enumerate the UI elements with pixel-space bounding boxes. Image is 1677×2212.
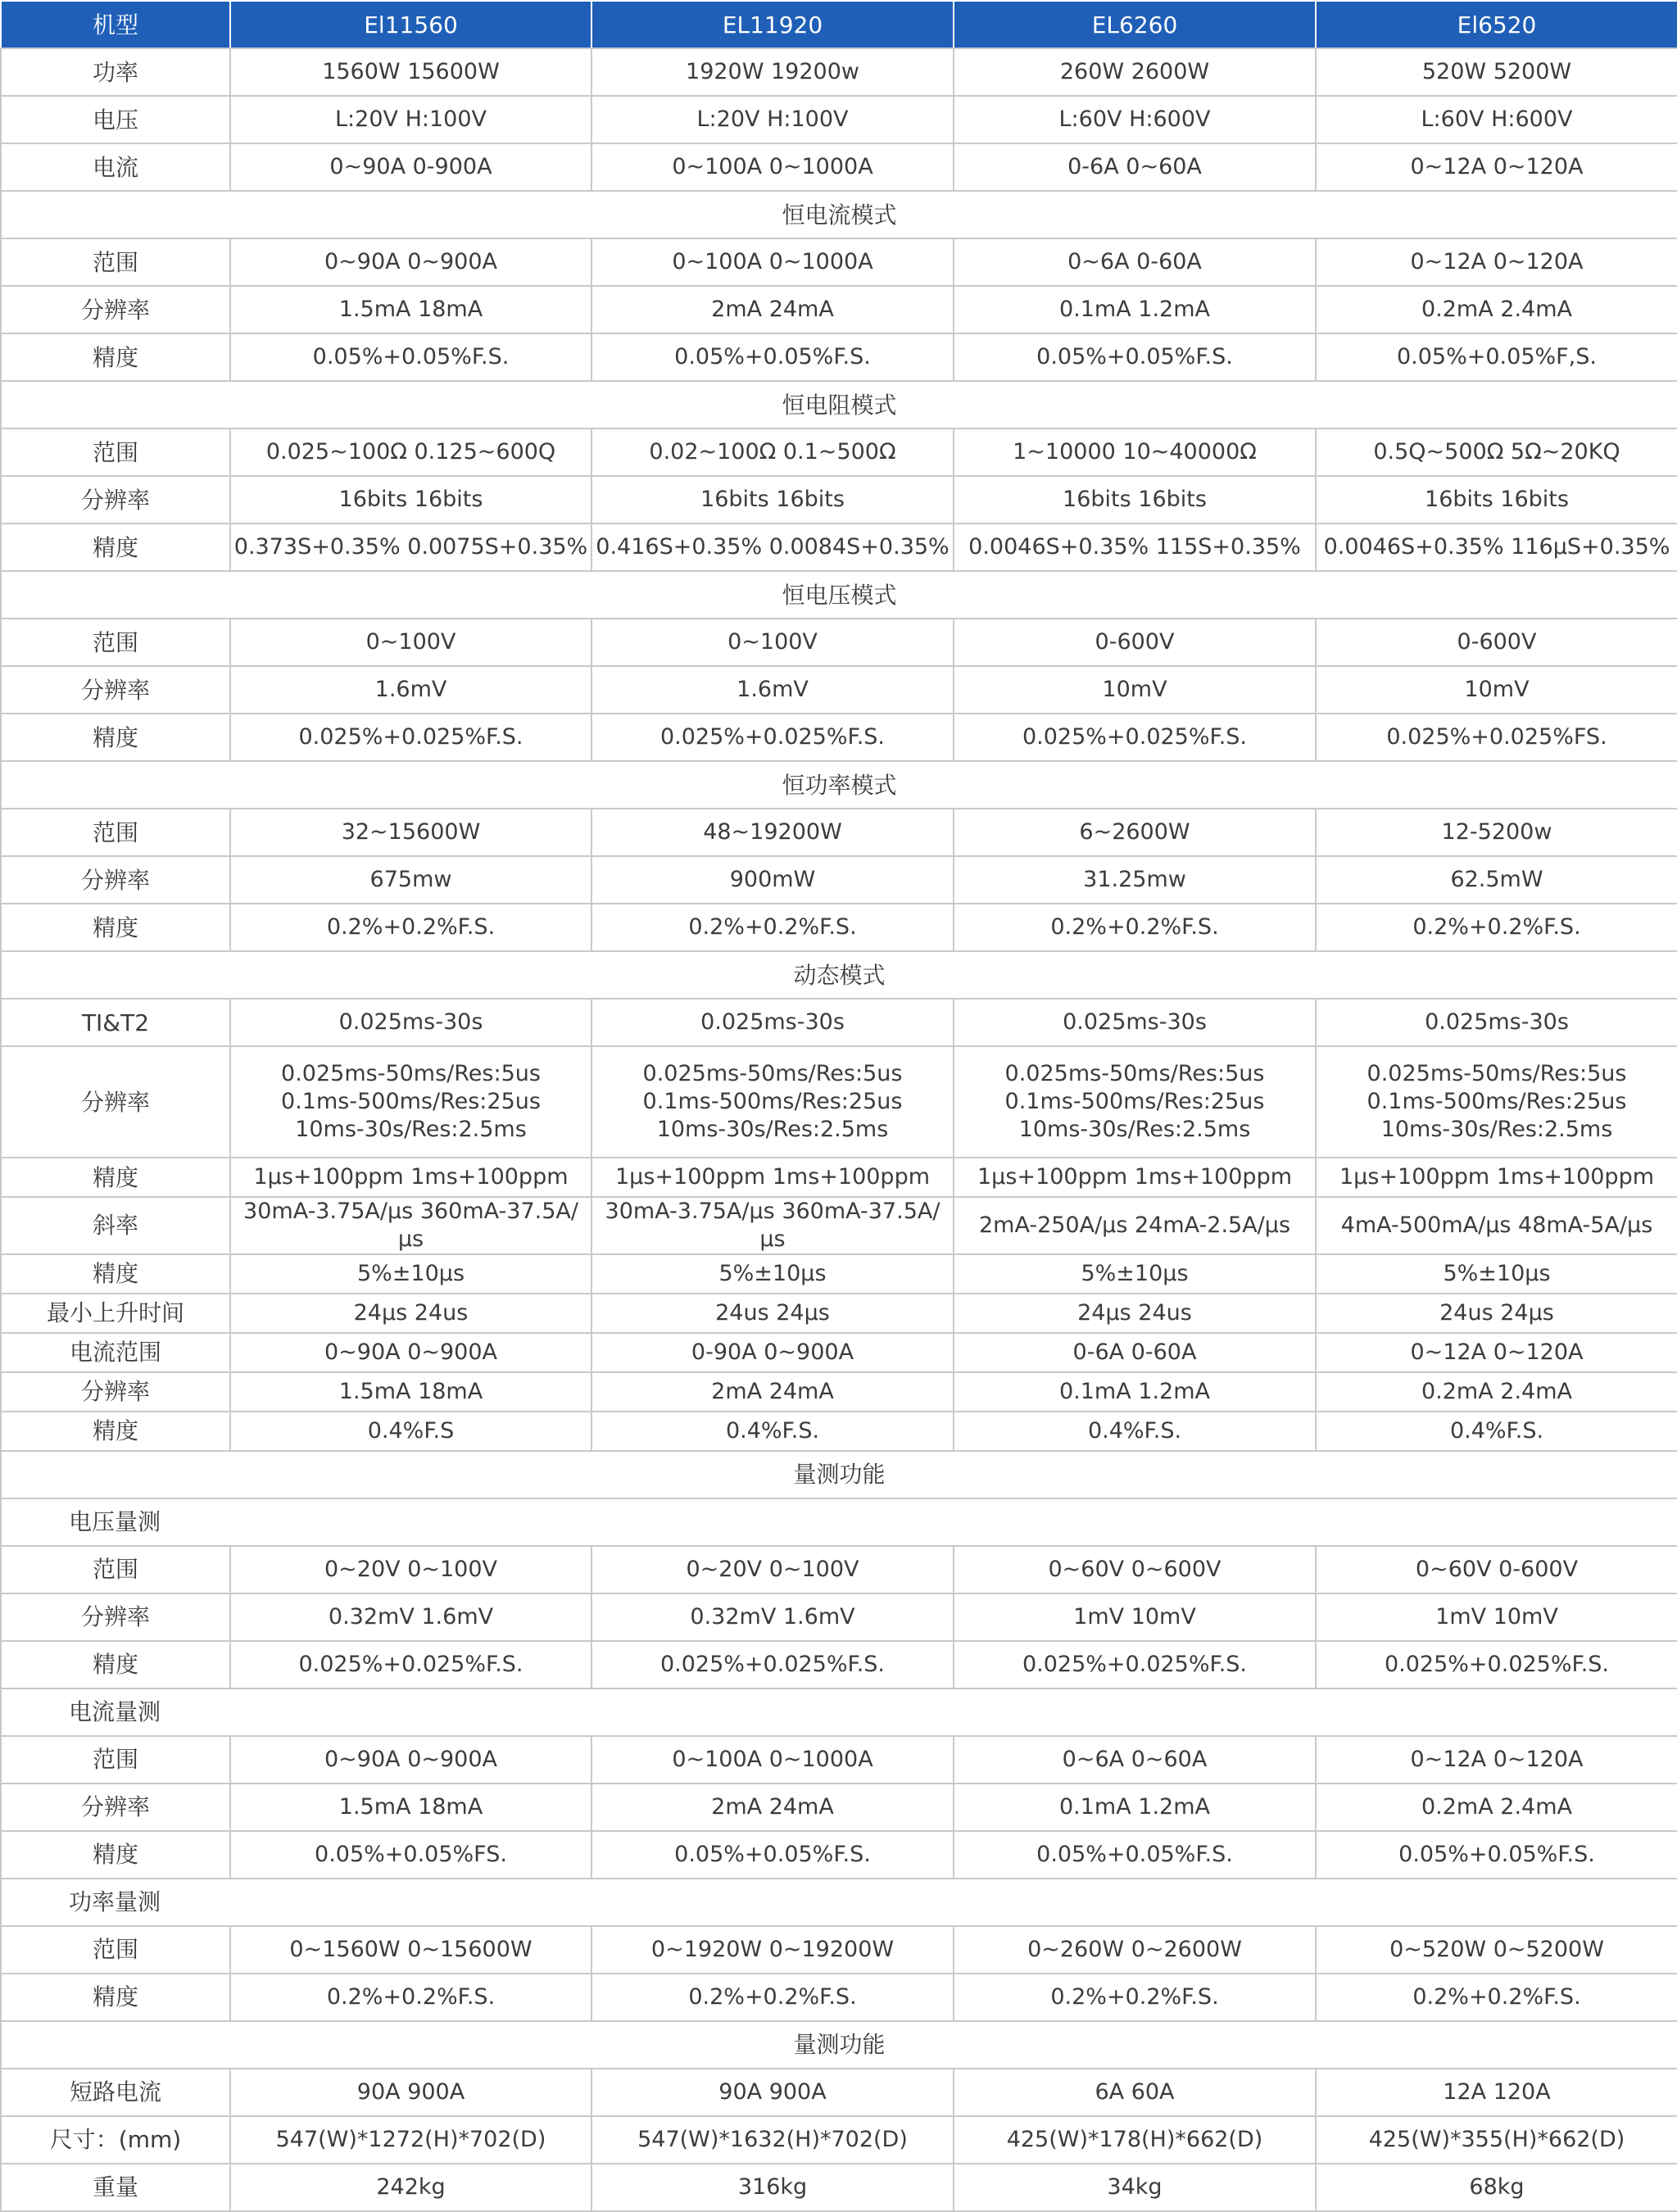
table-row xyxy=(1,333,1677,381)
section-header-row xyxy=(1,2021,1677,2069)
header-cell-el6260: EL6260 xyxy=(954,1,1316,48)
table-row xyxy=(1,143,1677,191)
table-cell: 0~12A 0~120A xyxy=(1316,1736,1677,1784)
header-cell-el11920: EL11920 xyxy=(591,1,954,48)
section-title: 量测功能 xyxy=(1,2021,1677,2069)
row-label: 分辨率 xyxy=(1,666,230,714)
table-cell: 0.025%+0.025%F.S. xyxy=(230,714,591,761)
table-cell: 12-5200w xyxy=(1316,809,1677,856)
table-cell: 1.5mA 18mA xyxy=(230,1372,591,1412)
spec-body xyxy=(1,48,1677,2211)
table-cell: 0-600V xyxy=(1316,619,1677,666)
section-header-row xyxy=(1,761,1677,809)
table-cell: 16bits 16bits xyxy=(591,476,954,524)
table-cell: 1.5mA 18mA xyxy=(230,286,591,333)
row-label: 精度 xyxy=(1,904,230,951)
table-cell: 1μs+100ppm 1ms+100ppm xyxy=(230,1158,591,1197)
table-cell: 0.1mA 1.2mA xyxy=(954,1784,1316,1831)
table-cell: 0~100V xyxy=(591,619,954,666)
table-cell: 0~20V 0~100V xyxy=(591,1546,954,1593)
table-row xyxy=(1,999,1677,1046)
table-row xyxy=(1,428,1677,476)
table-row xyxy=(1,1926,1677,1974)
table-cell: 5%±10μs xyxy=(591,1254,954,1294)
row-label: 分辨率 xyxy=(1,1593,230,1641)
section-header-row xyxy=(1,381,1677,428)
table-cell: 0.2%+0.2%F.S. xyxy=(230,1974,591,2021)
table-row xyxy=(1,1546,1677,1593)
table-cell: 0~1920W 0~19200W xyxy=(591,1926,954,1974)
table-cell: 2mA 24mA xyxy=(591,286,954,333)
table-cell: 0.025ms-30s xyxy=(591,999,954,1046)
table-row xyxy=(1,1831,1677,1879)
section-title: 恒电阻模式 xyxy=(1,381,1677,428)
section-header-row xyxy=(1,571,1677,619)
row-label: 重量 xyxy=(1,2164,230,2211)
table-cell: 2mA-250A/μs 24mA-2.5A/μs xyxy=(954,1197,1316,1254)
table-cell: 0.2%+0.2%F.S. xyxy=(954,1974,1316,2021)
section-title: 恒功率模式 xyxy=(1,761,1677,809)
row-label: 分辨率 xyxy=(1,1784,230,1831)
row-label: 电流 xyxy=(1,143,230,191)
row-label: 范围 xyxy=(1,1736,230,1784)
table-cell: 0.2%+0.2%F.S. xyxy=(230,904,591,951)
table-cell: 0~100A 0~1000A xyxy=(591,143,954,191)
table-cell: 1.6mV xyxy=(230,666,591,714)
table-cell: 0~20V 0~100V xyxy=(230,1546,591,1593)
table-cell: 34kg xyxy=(954,2164,1316,2211)
header-cell-el6520: El6520 xyxy=(1316,1,1677,48)
table-cell: 0.025%+0.025%F.S. xyxy=(954,714,1316,761)
table-cell: 425(W)*178(H)*662(D) xyxy=(954,2116,1316,2164)
table-row xyxy=(1,1158,1677,1197)
table-cell: 1μs+100ppm 1ms+100ppm xyxy=(591,1158,954,1197)
table-row xyxy=(1,1974,1677,2021)
table-cell: 0-6A 0-60A xyxy=(954,1333,1316,1372)
section-title: 恒电流模式 xyxy=(1,191,1677,238)
table-cell: 0.416S+0.35% 0.0084S+0.35% xyxy=(591,524,954,571)
row-label: 短路电流 xyxy=(1,2069,230,2116)
table-cell: 2mA 24mA xyxy=(591,1372,954,1412)
table-row xyxy=(1,286,1677,333)
table-cell: 0~520W 0~5200W xyxy=(1316,1926,1677,1974)
row-label: 精度 xyxy=(1,1974,230,2021)
table-cell: L:60V H:600V xyxy=(954,96,1316,143)
table-row xyxy=(1,2069,1677,2116)
table-cell: 5%±10μs xyxy=(954,1254,1316,1294)
table-row xyxy=(1,524,1677,571)
table-cell: 16bits 16bits xyxy=(230,476,591,524)
table-cell: 5%±10μs xyxy=(1316,1254,1677,1294)
table-cell: 0.4%F.S. xyxy=(954,1412,1316,1451)
table-row xyxy=(1,2164,1677,2211)
table-cell: 0.1mA 1.2mA xyxy=(954,286,1316,333)
table-cell: 62.5mW xyxy=(1316,856,1677,904)
table-cell: 30mA-3.75A/μs 360mA-37.5A/μs xyxy=(591,1197,954,1254)
table-row xyxy=(1,904,1677,951)
row-label: 范围 xyxy=(1,809,230,856)
row-label: 分辨率 xyxy=(1,286,230,333)
table-cell: 0.4%F.S. xyxy=(1316,1412,1677,1451)
row-label: 精度 xyxy=(1,1254,230,1294)
section-title: 量测功能 xyxy=(1,1451,1677,1498)
table-cell: 16bits 16bits xyxy=(954,476,1316,524)
table-cell: 1mV 10mV xyxy=(1316,1593,1677,1641)
row-label: 精度 xyxy=(1,333,230,381)
table-cell: 0.025ms-50ms/Res:5us 0.1ms-500ms/Res:25us 10ms-30s/Res:2.5ms xyxy=(954,1046,1316,1158)
table-cell: 0.2mA 2.4mA xyxy=(1316,286,1677,333)
table-cell: 10mV xyxy=(1316,666,1677,714)
sub-section-row xyxy=(1,1688,1677,1736)
table-row xyxy=(1,1593,1677,1641)
table-cell: 24us 24μs xyxy=(1316,1294,1677,1333)
header-cell-model: 机型 xyxy=(1,1,230,48)
table-cell: 0~100A 0~1000A xyxy=(591,1736,954,1784)
table-cell: 0.025%+0.025%F.S. xyxy=(1316,1641,1677,1688)
row-label: 分辨率 xyxy=(1,476,230,524)
table-cell: 425(W)*355(H)*662(D) xyxy=(1316,2116,1677,2164)
table-cell: 0.025ms-30s xyxy=(230,999,591,1046)
table-cell: 260W 2600W xyxy=(954,48,1316,96)
row-label: 范围 xyxy=(1,428,230,476)
table-cell: 0.025ms-50ms/Res:5us 0.1ms-500ms/Res:25us 10ms-30s/Res:2.5ms xyxy=(591,1046,954,1158)
table-cell: 547(W)*1272(H)*702(D) xyxy=(230,2116,591,2164)
row-label: 精度 xyxy=(1,1641,230,1688)
table-row xyxy=(1,1736,1677,1784)
table-row xyxy=(1,619,1677,666)
table-row xyxy=(1,809,1677,856)
section-header-row xyxy=(1,951,1677,999)
table-cell: 0.0046S+0.35% 115S+0.35% xyxy=(954,524,1316,571)
table-cell: 6~2600W xyxy=(954,809,1316,856)
row-label: 分辨率 xyxy=(1,1372,230,1412)
sub-section-title: 电流量测 xyxy=(1,1688,1677,1736)
table-cell: 0~260W 0~2600W xyxy=(954,1926,1316,1974)
table-cell: 1560W 15600W xyxy=(230,48,591,96)
table-cell: 0~90A 0~900A xyxy=(230,1333,591,1372)
table-cell: 0.05%+0.05%F,S. xyxy=(1316,333,1677,381)
table-cell: 32~15600W xyxy=(230,809,591,856)
table-row xyxy=(1,1333,1677,1372)
table-cell: 0~1560W 0~15600W xyxy=(230,1926,591,1974)
table-cell: 242kg xyxy=(230,2164,591,2211)
table-cell: 68kg xyxy=(1316,2164,1677,2211)
table-cell: 10mV xyxy=(954,666,1316,714)
table-cell: 0.025%+0.025%F.S. xyxy=(591,714,954,761)
table-cell: 0.2mA 2.4mA xyxy=(1316,1372,1677,1412)
row-label: 精度 xyxy=(1,714,230,761)
table-cell: 0.05%+0.05%FS. xyxy=(230,1831,591,1879)
table-row xyxy=(1,856,1677,904)
section-header-row xyxy=(1,1451,1677,1498)
table-cell: 1.6mV xyxy=(591,666,954,714)
table-cell: 0.32mV 1.6mV xyxy=(230,1593,591,1641)
table-cell: 1920W 19200w xyxy=(591,48,954,96)
table-cell: 0~60V 0-600V xyxy=(1316,1546,1677,1593)
table-cell: 24μs 24us xyxy=(954,1294,1316,1333)
table-cell: 12A 120A xyxy=(1316,2069,1677,2116)
table-cell: 0~12A 0~120A xyxy=(1316,1333,1677,1372)
table-row xyxy=(1,1641,1677,1688)
table-row xyxy=(1,1784,1677,1831)
table-cell: 0.025ms-30s xyxy=(1316,999,1677,1046)
table-row xyxy=(1,48,1677,96)
table-cell: 0~60V 0~600V xyxy=(954,1546,1316,1593)
table-cell: 520W 5200W xyxy=(1316,48,1677,96)
section-header-row xyxy=(1,191,1677,238)
table-cell: 0-6A 0~60A xyxy=(954,143,1316,191)
table-cell: 0.2%+0.2%F.S. xyxy=(1316,904,1677,951)
table-cell: 6A 60A xyxy=(954,2069,1316,2116)
table-cell: 16bits 16bits xyxy=(1316,476,1677,524)
table-cell: 2mA 24mA xyxy=(591,1784,954,1831)
table-cell: 0~6A 0-60A xyxy=(954,238,1316,286)
table-cell: 900mW xyxy=(591,856,954,904)
header-cell-el11560: El11560 xyxy=(230,1,591,48)
table-row xyxy=(1,238,1677,286)
table-cell: 0.4%F.S xyxy=(230,1412,591,1451)
table-row xyxy=(1,1254,1677,1294)
sub-section-row xyxy=(1,1498,1677,1546)
table-cell: 0.05%+0.05%F.S. xyxy=(954,1831,1316,1879)
row-label: 范围 xyxy=(1,619,230,666)
table-cell: 0.05%+0.05%F.S. xyxy=(230,333,591,381)
table-row xyxy=(1,476,1677,524)
table-cell: 0.025ms-50ms/Res:5us 0.1ms-500ms/Res:25us 10ms-30s/Res:2.5ms xyxy=(1316,1046,1677,1158)
table-cell: 0-600V xyxy=(954,619,1316,666)
section-title: 恒电压模式 xyxy=(1,571,1677,619)
row-label: 斜率 xyxy=(1,1197,230,1254)
section-title: 动态模式 xyxy=(1,951,1677,999)
table-row xyxy=(1,2116,1677,2164)
table-cell: 0.2mA 2.4mA xyxy=(1316,1784,1677,1831)
row-label: 范围 xyxy=(1,238,230,286)
table-cell: 5%±10μs xyxy=(230,1254,591,1294)
table-row xyxy=(1,1197,1677,1254)
table-row xyxy=(1,1294,1677,1333)
table-row xyxy=(1,1412,1677,1451)
sub-section-title: 电压量测 xyxy=(1,1498,1677,1546)
table-cell: 90A 900A xyxy=(230,2069,591,2116)
table-cell: 1μs+100ppm 1ms+100ppm xyxy=(1316,1158,1677,1197)
table-row xyxy=(1,96,1677,143)
table-cell: 0-90A 0~900A xyxy=(591,1333,954,1372)
table-cell: 0.05%+0.05%F.S. xyxy=(1316,1831,1677,1879)
table-row xyxy=(1,1372,1677,1412)
table-cell: 316kg xyxy=(591,2164,954,2211)
table-cell: 0.025ms-50ms/Res:5us 0.1ms-500ms/Res:25us 10ms-30s/Res:2.5ms xyxy=(230,1046,591,1158)
table-cell: 0.025%+0.025%F.S. xyxy=(954,1641,1316,1688)
table-cell: 0.025%+0.025%F.S. xyxy=(591,1641,954,1688)
sub-section-row xyxy=(1,1879,1677,1926)
row-label: 精度 xyxy=(1,1158,230,1197)
table-cell: 90A 900A xyxy=(591,2069,954,2116)
table-row xyxy=(1,1046,1677,1158)
row-label: 电压 xyxy=(1,96,230,143)
table-cell: L:20V H:100V xyxy=(591,96,954,143)
table-cell: 0~90A 0~900A xyxy=(230,238,591,286)
table-cell: 30mA-3.75A/μs 360mA-37.5A/μs xyxy=(230,1197,591,1254)
table-cell: 0.1mA 1.2mA xyxy=(954,1372,1316,1412)
table-cell: 1~10000 10~40000Ω xyxy=(954,428,1316,476)
table-cell: 0.32mV 1.6mV xyxy=(591,1593,954,1641)
table-cell: L:60V H:600V xyxy=(1316,96,1677,143)
row-label: 分辨率 xyxy=(1,1046,230,1158)
row-label: 功率 xyxy=(1,48,230,96)
row-label: 尺寸：(mm) xyxy=(1,2116,230,2164)
table-cell: 0~6A 0~60A xyxy=(954,1736,1316,1784)
table-cell: 1μs+100ppm 1ms+100ppm xyxy=(954,1158,1316,1197)
table-cell: 0.2%+0.2%F.S. xyxy=(591,1974,954,2021)
row-label: 分辨率 xyxy=(1,856,230,904)
table-cell: 547(W)*1632(H)*702(D) xyxy=(591,2116,954,2164)
table-cell: 0.05%+0.05%F.S. xyxy=(954,333,1316,381)
table-row xyxy=(1,666,1677,714)
row-label: 精度 xyxy=(1,524,230,571)
table-cell: 0~90A 0-900A xyxy=(230,143,591,191)
row-label: 精度 xyxy=(1,1831,230,1879)
row-label: 精度 xyxy=(1,1412,230,1451)
table-cell: 0.025%+0.025%FS. xyxy=(1316,714,1677,761)
table-cell: L:20V H:100V xyxy=(230,96,591,143)
table-cell: 0~12A 0~120A xyxy=(1316,143,1677,191)
row-label: 电流范围 xyxy=(1,1333,230,1372)
table-cell: 0~100A 0~1000A xyxy=(591,238,954,286)
table-cell: 0.025%+0.025%F.S. xyxy=(230,1641,591,1688)
row-label: 范围 xyxy=(1,1546,230,1593)
table-cell: 24us 24μs xyxy=(591,1294,954,1333)
table-cell: 0.025~100Ω 0.125~600Q xyxy=(230,428,591,476)
table-row xyxy=(1,714,1677,761)
table-cell: 1.5mA 18mA xyxy=(230,1784,591,1831)
table-cell: 48~19200W xyxy=(591,809,954,856)
table-cell: 4mA-500mA/μs 48mA-5A/μs xyxy=(1316,1197,1677,1254)
row-label: 最小上升时间 xyxy=(1,1294,230,1333)
table-cell: 0.4%F.S. xyxy=(591,1412,954,1451)
table-cell: 0.02~100Ω 0.1~500Ω xyxy=(591,428,954,476)
table-cell: 0.0046S+0.35% 116μS+0.35% xyxy=(1316,524,1677,571)
table-cell: 0.373S+0.35% 0.0075S+0.35% xyxy=(230,524,591,571)
table-cell: 0.2%+0.2%F.S. xyxy=(591,904,954,951)
table-cell: 1mV 10mV xyxy=(954,1593,1316,1641)
row-label: 范围 xyxy=(1,1926,230,1974)
table-cell: 0.05%+0.05%F.S. xyxy=(591,333,954,381)
table-cell: 0.2%+0.2%F.S. xyxy=(954,904,1316,951)
sub-section-title: 功率量测 xyxy=(1,1879,1677,1926)
header-row xyxy=(1,1,1677,48)
table-cell: 0.05%+0.05%F.S. xyxy=(591,1831,954,1879)
table-cell: 31.25mw xyxy=(954,856,1316,904)
table-cell: 0.5Q~500Ω 5Ω~20KQ xyxy=(1316,428,1677,476)
table-cell: 24μs 24us xyxy=(230,1294,591,1333)
table-cell: 0~90A 0~900A xyxy=(230,1736,591,1784)
table-cell: 0.2%+0.2%F.S. xyxy=(1316,1974,1677,2021)
table-cell: 675mw xyxy=(230,856,591,904)
table-cell: 0~100V xyxy=(230,619,591,666)
table-cell: 0.025ms-30s xyxy=(954,999,1316,1046)
table-cell: 0~12A 0~120A xyxy=(1316,238,1677,286)
row-label: TI&T2 xyxy=(1,999,230,1046)
